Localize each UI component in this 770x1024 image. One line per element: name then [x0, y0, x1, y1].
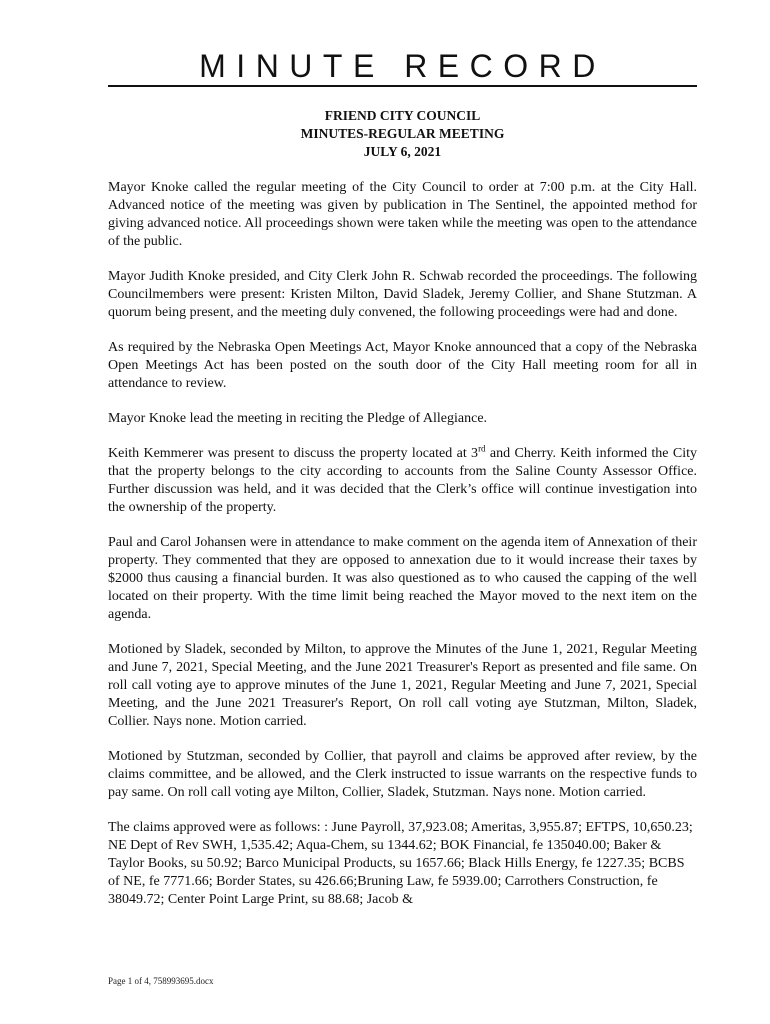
- page-footer: Page 1 of 4, 758993695.docx: [108, 976, 214, 986]
- paragraph-annexation-comment: Paul and Carol Johansen were in attendance to make comment on the agenda item of Annexation of their property. They commented that they are opposed to annexation due to it would increase their taxes by $2000 thus causing a financial burden. It was also questioned as to who caused the capping of the well located on their property. With the time limit being reached the Mayor moved to the next item on the agenda.: [108, 535, 697, 622]
- paragraph-property-discussion: [108, 445, 697, 517]
- paragraph-property-text-end: and Cherry. Keith informed the City that the property belongs to the city according to accounts from the Saline County Assessor Office. Further discussion was held, and it was decided that the Clerk’s office will continue investigation into the ownership of the property.: [108, 446, 697, 515]
- paragraph-property-text-start: Keith Kemmerer was present to discuss the property located at 3: [108, 446, 479, 461]
- minutes-body: [108, 179, 697, 926]
- meeting-type: MINUTES-REGULAR MEETING: [300, 126, 505, 141]
- paragraph-attendance: Mayor Judith Knoke presided, and City Clerk John R. Schwab recorded the proceedings. The following Councilmembers were present: Kristen Milton, David Sladek, Jeremy Collier, and Shane Stutzman. A quorum being present, and the meeting duly convened, the following proceedings were had and done.: [108, 269, 697, 320]
- meeting-heading: [108, 107, 697, 161]
- title-underline: [108, 85, 697, 87]
- paragraph-pledge: Mayor Knoke lead the meeting in reciting the Pledge of Allegiance.: [108, 411, 488, 426]
- paragraph-minutes-motion: Motioned by Sladek, seconded by Milton, to approve the Minutes of the June 1, 2021, Regular Meeting and June 7, 2021, Special Meeting, and the June 2021 Treasurer's Report as presented and file same. On roll call voting aye to approve minutes of the June 1, 2021, Regular Meeting and June 7, 2021, Special Meeting, and the June 2021 Treasurer's Report, On roll call voting aye Stutzman, Milton, Sladek, Collier. Nays none. Motion carried.: [108, 642, 697, 729]
- ordinal-suffix: rd: [478, 443, 486, 454]
- paragraph-claims-list: The claims approved were as follows: : June Payroll, 37,923.08; Ameritas, 3,955.87; EFTPS, 10,650.23; NE Dept of Rev SWH, 1,535.42; Aqua-Chem, su 1344.62; BOK Financial, fe 135040.00; Baker & Taylor Books, su 50.92; Barco Municipal Products, su 1657.66; Black Hills Energy, fe 1227.35; BCBS of NE, fe 7771.66; Border States, su 426.66;Bruning Law, fe 5939.00; Carrothers Construction, fe 38049.72; Center Point Large Print, su 88.68; Jacob &: [108, 820, 693, 907]
- council-name: FRIEND CITY COUNCIL: [324, 108, 481, 123]
- meeting-date: JULY 6, 2021: [363, 144, 442, 159]
- paragraph-call-to-order: Mayor Knoke called the regular meeting of the City Council to order at 7:00 p.m. at the City Hall. Advanced notice of the meeting was given by publication in The Sentinel, the appointed method for giving advanced notice. All proceedings shown were taken while the meeting was open to the attendance of the public.: [108, 180, 697, 249]
- document-title: MINUTE RECORD: [199, 48, 606, 84]
- paragraph-open-meetings-act: As required by the Nebraska Open Meetings Act, Mayor Knoke announced that a copy of the Nebraska Open Meetings Act has been posted on the south door of the City Hall meeting room for all in attendance to review.: [108, 340, 697, 391]
- paragraph-claims-motion: Motioned by Stutzman, seconded by Collier, that payroll and claims be approved after review, by the claims committee, and be allowed, and the Clerk instructed to issue warrants on the respective funds to pay same. On roll call voting aye Milton, Collier, Sladek, Stutzman. Nays none. Motion carried.: [108, 749, 697, 800]
